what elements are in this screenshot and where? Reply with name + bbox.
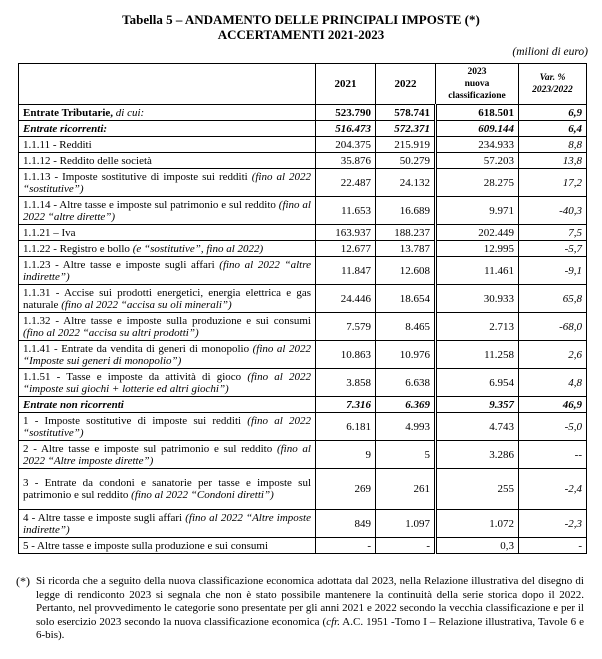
value-var: -2,4 bbox=[519, 469, 587, 510]
value-2023: 11.461 bbox=[436, 257, 519, 285]
value-2021: - bbox=[316, 538, 376, 554]
value-var: -40,3 bbox=[519, 197, 587, 225]
row-label-description: (fino al 2022 “sostitutive”) bbox=[23, 414, 311, 439]
value-var: -5,0 bbox=[519, 413, 587, 441]
value-2022: 1.097 bbox=[376, 510, 436, 538]
value-2023: 6.954 bbox=[436, 369, 519, 397]
value-2022: 572.371 bbox=[376, 121, 436, 137]
value-2022: 12.608 bbox=[376, 257, 436, 285]
value-var: 17,2 bbox=[519, 169, 587, 197]
value-2023: 3.286 bbox=[436, 441, 519, 469]
row-label-text: 1.1.11 - Redditi bbox=[23, 138, 92, 151]
value-2021: 24.446 bbox=[316, 285, 376, 313]
table-row bbox=[19, 285, 587, 313]
value-2023: 618.501 bbox=[436, 105, 519, 121]
value-2023: 4.743 bbox=[436, 413, 519, 441]
table-row bbox=[19, 469, 587, 510]
header-label bbox=[19, 64, 316, 105]
value-var: 6,4 bbox=[519, 121, 587, 137]
value-2023: 202.449 bbox=[436, 225, 519, 241]
row-label bbox=[19, 441, 316, 469]
footnote-cfr: cfr. bbox=[326, 615, 340, 628]
row-label-text: 1 - Imposte sostitutive di imposte sui redditi bbox=[23, 414, 248, 427]
title-line-2: ACCERTAMENTI 2021-2023 bbox=[217, 27, 385, 42]
row-label-text: 4 - Altre tasse e imposte sugli affari bbox=[23, 511, 186, 524]
value-2022: 578.741 bbox=[376, 105, 436, 121]
row-label-text: 1.1.41 - Entrate da vendita di generi di monopolio bbox=[23, 342, 253, 355]
value-2021: 204.375 bbox=[316, 137, 376, 153]
row-label-text: 5 - Altre tasse e imposte sulla produzione e sui consumi bbox=[23, 539, 269, 552]
row-label-suffix: di cui: bbox=[113, 106, 145, 119]
row-label bbox=[19, 313, 316, 341]
table-row bbox=[19, 413, 587, 441]
value-2022: 10.976 bbox=[376, 341, 436, 369]
table-row bbox=[19, 441, 587, 469]
value-2021: 7.316 bbox=[316, 397, 376, 413]
value-2023: 9.971 bbox=[436, 197, 519, 225]
value-2021: 6.181 bbox=[316, 413, 376, 441]
row-label bbox=[19, 137, 316, 153]
value-2023: 30.933 bbox=[436, 285, 519, 313]
row-label-description: (fino al 2022 “Altre imposte indirette”) bbox=[23, 511, 311, 536]
table-row bbox=[19, 121, 587, 137]
value-2021: 12.677 bbox=[316, 241, 376, 257]
row-label-text: 1.1.14 - Altre tasse e imposte sul patrimonio e sul reddito bbox=[23, 198, 279, 211]
row-label-text: 1.1.51 - Tasse e imposte da attività di gioco bbox=[23, 370, 248, 383]
row-label-text: 1.1.23 - Altre tasse e imposte sugli affari bbox=[23, 258, 220, 271]
value-2021: 22.487 bbox=[316, 169, 376, 197]
value-2022: 5 bbox=[376, 441, 436, 469]
value-2023: 255 bbox=[436, 469, 519, 510]
value-2022: 18.654 bbox=[376, 285, 436, 313]
row-label bbox=[19, 153, 316, 169]
table-row bbox=[19, 538, 587, 554]
footnote bbox=[16, 574, 584, 643]
row-label-text: 1.1.21 – Iva bbox=[23, 226, 76, 239]
table-row bbox=[19, 510, 587, 538]
value-2023: 11.258 bbox=[436, 341, 519, 369]
row-label-description: (fino al 2022 “altre indirette”) bbox=[23, 258, 311, 283]
value-2021: 10.863 bbox=[316, 341, 376, 369]
row-label-description: (fino al 2022 “altre dirette”) bbox=[23, 198, 311, 223]
value-2023: 0,3 bbox=[436, 538, 519, 554]
table-row bbox=[19, 341, 587, 369]
value-2021: 7.579 bbox=[316, 313, 376, 341]
value-var: 65,8 bbox=[519, 285, 587, 313]
row-label bbox=[19, 341, 316, 369]
row-label-description: (fino al 2022 “Condoni diretti”) bbox=[131, 489, 274, 501]
row-label-description: (fino al 2022 “imposte sui giochi + lotterie ed altri giochi”) bbox=[23, 370, 311, 395]
table-row bbox=[19, 369, 587, 397]
row-label-text: Entrate non ricorrenti bbox=[23, 398, 124, 411]
value-2022: 188.237 bbox=[376, 225, 436, 241]
header-var-years: 2023/2022 bbox=[532, 85, 573, 95]
value-2022: 8.465 bbox=[376, 313, 436, 341]
row-label-text: Entrate Tributarie, bbox=[23, 106, 114, 119]
header-2022: 2022 bbox=[376, 64, 436, 105]
value-var: 7,5 bbox=[519, 225, 587, 241]
header-var-label: Var. % bbox=[539, 73, 566, 83]
value-2022: 6.369 bbox=[376, 397, 436, 413]
row-label bbox=[19, 121, 316, 137]
table-row bbox=[19, 313, 587, 341]
row-label-text: 2 - Altre tasse e imposte sul patrimonio e sul reddito bbox=[23, 442, 277, 455]
value-var: -- bbox=[519, 441, 587, 469]
row-label bbox=[19, 241, 316, 257]
table-row bbox=[19, 397, 587, 413]
value-var: -9,1 bbox=[519, 257, 587, 285]
value-var: 13,8 bbox=[519, 153, 587, 169]
value-2022: 4.993 bbox=[376, 413, 436, 441]
value-2021: 3.858 bbox=[316, 369, 376, 397]
footnote-mark: (*) bbox=[16, 574, 30, 588]
header-2021: 2021 bbox=[316, 64, 376, 105]
header-2023-year: 2023 bbox=[467, 67, 487, 77]
header-2023-class: classificazione bbox=[448, 91, 506, 101]
value-2023: 234.933 bbox=[436, 137, 519, 153]
value-2021: 849 bbox=[316, 510, 376, 538]
value-var: 6,9 bbox=[519, 105, 587, 121]
value-var: - bbox=[519, 538, 587, 554]
row-label bbox=[19, 413, 316, 441]
value-2021: 35.876 bbox=[316, 153, 376, 169]
value-var: 46,9 bbox=[519, 397, 587, 413]
row-label-description: (e “sostitutive”, fino al 2022) bbox=[132, 242, 264, 255]
row-label-text: Entrate ricorrenti: bbox=[23, 122, 108, 135]
value-var: -5,7 bbox=[519, 241, 587, 257]
value-2021: 516.473 bbox=[316, 121, 376, 137]
value-2021: 11.653 bbox=[316, 197, 376, 225]
row-label-description: (fino al 2022 “accisa su oli minerali”) bbox=[61, 298, 232, 311]
value-var: -68,0 bbox=[519, 313, 587, 341]
table-row bbox=[19, 241, 587, 257]
table-row bbox=[19, 153, 587, 169]
value-2023: 28.275 bbox=[436, 169, 519, 197]
value-2022: 6.638 bbox=[376, 369, 436, 397]
value-2021: 11.847 bbox=[316, 257, 376, 285]
value-2022: 13.787 bbox=[376, 241, 436, 257]
row-label bbox=[19, 285, 316, 313]
value-2023: 57.203 bbox=[436, 153, 519, 169]
table-row bbox=[19, 169, 587, 197]
value-2022: 16.689 bbox=[376, 197, 436, 225]
header-var bbox=[519, 64, 587, 105]
table-row bbox=[19, 137, 587, 153]
table-row bbox=[19, 105, 587, 121]
row-label bbox=[19, 469, 316, 510]
row-label-text: 1.1.31 - Accise sui prodotti energetici, energia elettrica e gas naturale bbox=[23, 286, 311, 311]
row-label bbox=[19, 225, 316, 241]
row-label-text: 1.1.32 - Altre tasse e imposte sulla produzione e sui consumi bbox=[23, 314, 311, 327]
unit-label: (milioni di euro) bbox=[512, 46, 588, 58]
value-2023: 12.995 bbox=[436, 241, 519, 257]
footnote-text-1: Si ricorda che a seguito della nuova classificazione economica adottata dal 2023, nella Relazione illustrativa del disegno di legge di rendiconto 2023 si segnala che non è stato possibile mantenere la continuità della serie storica dopo il 2022. Pertanto, nel provvedimento le categorie sono presentate per gli anni 2021 e 2022 secondo la vecchia classificazione e per il solo esercizio 2023 secondo la nuova classificazione economica ( bbox=[36, 575, 584, 628]
value-2022: 50.279 bbox=[376, 153, 436, 169]
value-2023: 9.357 bbox=[436, 397, 519, 413]
value-var: 8,8 bbox=[519, 137, 587, 153]
row-label bbox=[19, 538, 316, 554]
value-var: 4,8 bbox=[519, 369, 587, 397]
title-line-1: Tabella 5 – ANDAMENTO DELLE PRINCIPALI IMPOSTE (*) bbox=[122, 12, 480, 27]
row-label bbox=[19, 397, 316, 413]
row-label bbox=[19, 257, 316, 285]
value-2021: 163.937 bbox=[316, 225, 376, 241]
row-label-description: (fino al 2022 “Altre imposte dirette”) bbox=[23, 442, 311, 467]
table-row bbox=[19, 257, 587, 285]
table-title bbox=[0, 12, 602, 42]
table-row bbox=[19, 225, 587, 241]
row-label bbox=[19, 105, 316, 121]
value-2022: 215.919 bbox=[376, 137, 436, 153]
value-2023: 1.072 bbox=[436, 510, 519, 538]
row-label bbox=[19, 169, 316, 197]
table-body bbox=[19, 105, 587, 554]
row-label-text: 1.1.12 - Reddito delle società bbox=[23, 154, 152, 167]
row-label bbox=[19, 197, 316, 225]
row-label-text: 1.1.22 - Registro e bollo bbox=[23, 242, 133, 255]
footnote-text-2: A.C. 1951 -Tomo I – Relazione illustrativa, Tavole 6 e 6-bis). bbox=[36, 615, 584, 641]
row-label-description: (fino al 2022 “Imposte sui generi di monopolio”) bbox=[23, 342, 311, 367]
value-var: -2,3 bbox=[519, 510, 587, 538]
value-2023: 609.144 bbox=[436, 121, 519, 137]
row-label bbox=[19, 369, 316, 397]
value-2023: 2.713 bbox=[436, 313, 519, 341]
taxes-table bbox=[18, 63, 587, 554]
value-2022: - bbox=[376, 538, 436, 554]
table-row bbox=[19, 197, 587, 225]
row-label-description: (fino al 2022 “accisa su altri prodotti”) bbox=[23, 326, 199, 339]
row-label bbox=[19, 510, 316, 538]
value-2022: 261 bbox=[376, 469, 436, 510]
value-2021: 9 bbox=[316, 441, 376, 469]
value-2022: 24.132 bbox=[376, 169, 436, 197]
header-2023 bbox=[436, 64, 519, 105]
value-var: 2,6 bbox=[519, 341, 587, 369]
row-label-text: 3 - Entrate da condoni e sanatorie per tasse e imposte sul patrimonio e sul reddito bbox=[23, 477, 311, 501]
row-label-text: 1.1.13 - Imposte sostitutive di imposte sui redditi bbox=[23, 170, 252, 183]
header-row bbox=[19, 64, 587, 105]
header-2023-new: nuova bbox=[464, 79, 490, 89]
row-label-description: (fino al 2022 “sostitutive”) bbox=[23, 170, 311, 195]
value-2021: 269 bbox=[316, 469, 376, 510]
value-2021: 523.790 bbox=[316, 105, 376, 121]
